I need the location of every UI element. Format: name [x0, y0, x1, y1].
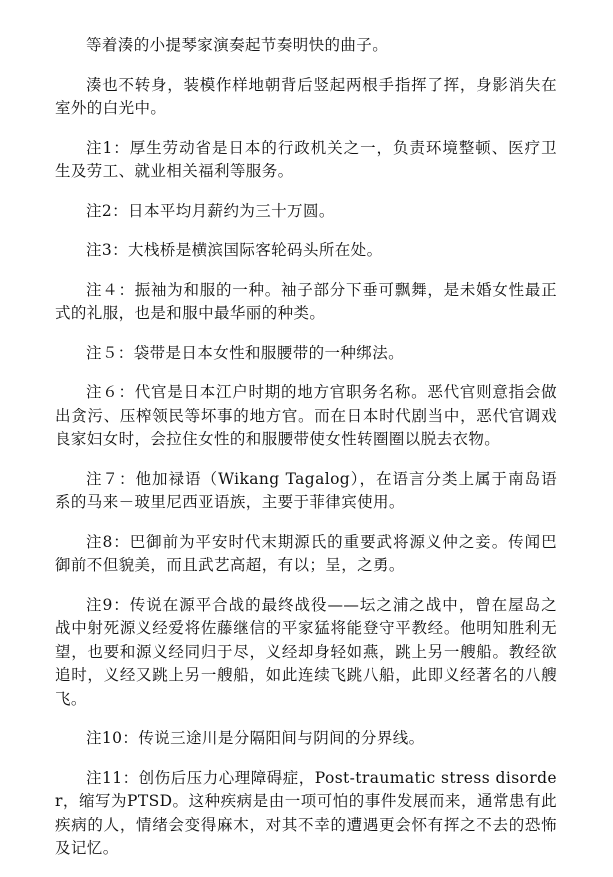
story-paragraph: 等着湊的小提琴家演奏起节奏明快的曲子。 — [86, 36, 389, 54]
footnote-1: 注1：厚生劳动省是日本的行政机关之一，负责环境整顿、医疗卫生及劳工、就业相关福利等服务。 — [55, 138, 557, 180]
footnote-3: 注3：大栈桥是横滨国际客轮码头所在处。 — [86, 241, 383, 259]
footnote-2: 注2：日本平均月薪约为三十万圆。 — [86, 201, 335, 220]
footnote-6: 注６：代官是日本江户时期的地方官职务名称。恶代官则意指会做出贪污、压榨领民等坏事的地方官。而在日本时代剧当中，恶代官调戏良家妇女时，会拉住女性的和服腰带使女性转圈圈以脱去衣物。 — [55, 383, 557, 448]
footnote-4: 注４：振袖为和服的一种。袖子部分下垂可飘舞，是未婚女性最正式的礼服，也是和服中最华丽的种类。 — [55, 280, 557, 322]
document-page — [55, 34, 557, 877]
footnote-9: 注9：传说在源平合战的最终战役——坛之浦之战中，曾在屋岛之战中射死源义经爱将佐藤继信的平家猛将能登守平教经。他明知胜利无望，也要和源义经同归于尽，义经却身轻如燕，跳上另一艘船。教经欲追时，义经又跳上另一艘船，如此连续飞跳八船，此即义经著名的八艘飞。 — [55, 595, 557, 708]
footnote-8: 注8：巴御前为平安时代末期源氏的重要武将源义仲之妾。传闻巴御前不但貌美，而且武艺高超，有以；呈，之勇。 — [55, 532, 557, 574]
story-paragraph: 湊也不转身，装模作样地朝背后竖起两根手指挥了挥，身影消失在室外的白光中。 — [55, 75, 557, 117]
footnote-7: 注７：他加禄语（Wikang Tagalog），在语言分类上属于南岛语系的马来－玻里尼西亚语族，主要于菲律宾使用。 — [55, 469, 557, 511]
footnote-5: 注５：袋带是日本女性和服腰带的一种绑法。 — [86, 343, 405, 362]
footnote-10: 注10：传说三途川是分隔阳间与阴间的分界线。 — [86, 729, 425, 747]
footnote-11: 注11：创伤后压力心理障碍症，Post-traumatic stress disorder，缩写为PTSD。这种疾病是由一项可怕的事件发展而来，通常患有此疾病的人，情绪会变得麻木，对其不幸的遭遇更会怀有挥之不去的恐怖及记忆。 — [55, 768, 557, 857]
